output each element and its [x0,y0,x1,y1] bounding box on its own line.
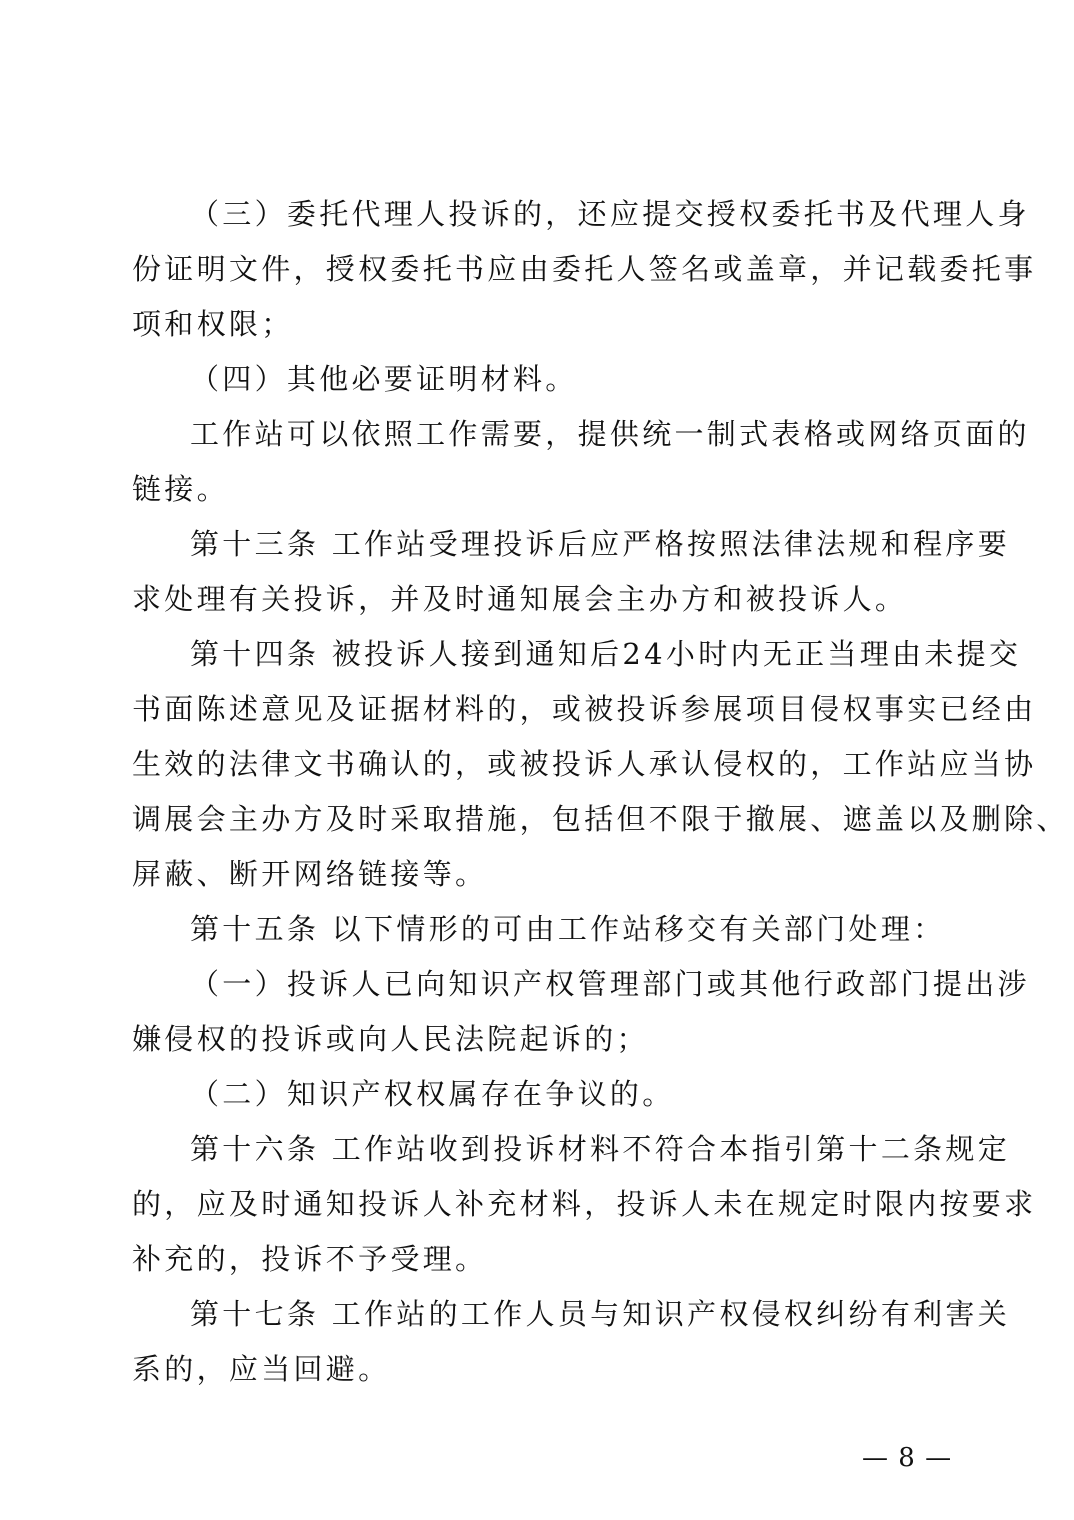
text-line-4: （四）其他必要证明材料。 [190,362,578,396]
text-line-6: 链接。 [132,472,229,506]
text-line-13: 屏蔽、断开网络链接等。 [132,857,488,891]
text-line-3: 项和权限； [132,307,294,341]
text-line-11: 生效的法律文书确认的，或被投诉人承认侵权的，工作站应当协 [132,747,1037,781]
text-line-17: （二）知识产权权属存在争议的。 [190,1077,675,1111]
text-line-10: 书面陈述意见及证据材料的，或被投诉参展项目侵权事实已经由 [132,692,1037,726]
text-line-21: 第十七条 工作站的工作人员与知识产权侵权纠纷有利害关 [190,1297,1011,1331]
text-line-2: 份证明文件，授权委托书应由委托人签名或盖章，并记载委托事 [132,252,1037,286]
text-line-1: （三）委托代理人投诉的，还应提交授权委托书及代理人身 [190,197,1030,231]
text-line-18: 第十六条 工作站收到投诉材料不符合本指引第十二条规定 [190,1132,1011,1166]
text-line-9: 第十四条 被投诉人接到通知后24小时内无正当理由未提交 [190,637,1022,671]
text-line-8: 求处理有关投诉，并及时通知展会主办方和被投诉人。 [132,582,908,616]
text-line-15: （一）投诉人已向知识产权管理部门或其他行政部门提出涉 [190,967,1030,1001]
text-line-14: 第十五条 以下情形的可由工作站移交有关部门处理： [190,912,946,946]
text-line-5: 工作站可以依照工作需要，提供统一制式表格或网络页面的 [190,417,1030,451]
text-line-20: 补充的，投诉不予受理。 [132,1242,488,1276]
text-line-19: 的，应及时通知投诉人补充材料，投诉人未在规定时限内按要求 [132,1187,1037,1221]
text-line-16: 嫌侵权的投诉或向人民法院起诉的； [132,1022,649,1056]
text-line-12: 调展会主办方及时采取措施，包括但不限于撤展、遮盖以及删除、 [132,802,1069,836]
page-number: — 8 — [862,1443,953,1473]
text-line-7: 第十三条 工作站受理投诉后应严格按照法律法规和程序要 [190,527,1011,561]
text-line-22: 系的，应当回避。 [132,1352,391,1386]
